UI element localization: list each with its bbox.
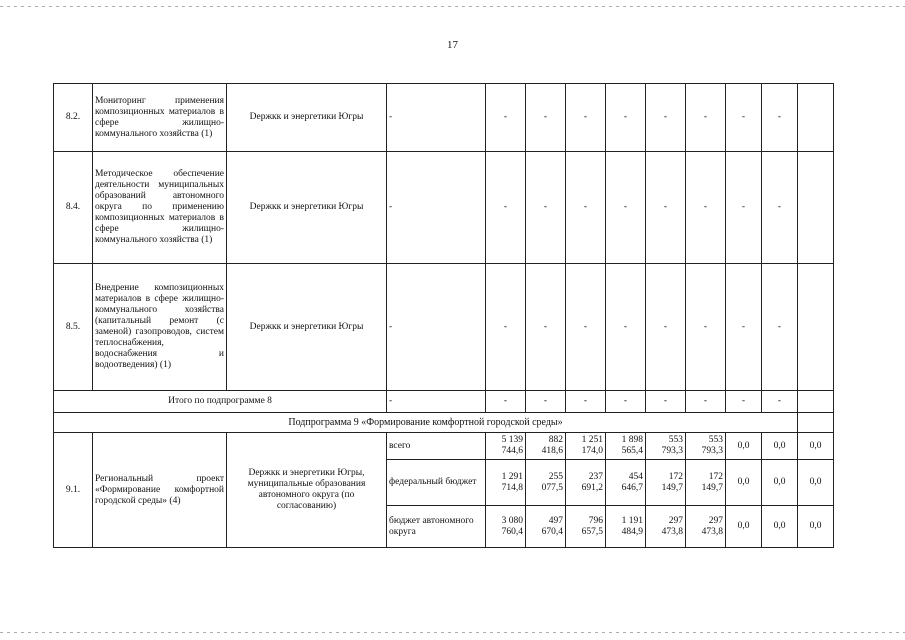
value-cell [798, 152, 834, 264]
row-number: 8.5. [54, 264, 93, 391]
subprogram-header-row [54, 413, 834, 433]
responsible: Depжкк и энергетики Югры [227, 84, 387, 152]
value-cell: - [566, 152, 606, 264]
value-cell: 454 646,7 [606, 460, 646, 506]
funding-source: всего [387, 433, 486, 460]
value-cell: - [486, 391, 526, 413]
value-cell: 5 139 744,6 [486, 433, 526, 460]
table-row [54, 433, 834, 460]
funding-source: - [387, 391, 486, 413]
row-number: 8.2. [54, 84, 93, 152]
value-cell: 0,0 [798, 460, 834, 506]
value-cell: - [646, 84, 686, 152]
value-cell: 882 418,6 [526, 433, 566, 460]
value-cell: - [762, 84, 798, 152]
value-cell: - [526, 391, 566, 413]
value-cell: 297 473,8 [686, 506, 726, 548]
value-cell [798, 391, 834, 413]
measure-name: Мониторинг применения композиционных материалов в сфере жилищно-коммунального хозяйства (1) [93, 84, 227, 152]
value-cell: - [686, 391, 726, 413]
value-cell: - [726, 152, 762, 264]
value-cell: 0,0 [726, 506, 762, 548]
value-cell: - [646, 152, 686, 264]
value-cell: - [686, 152, 726, 264]
total-label: Итого по подпрограмме 8 [54, 391, 387, 413]
budget-table [53, 83, 834, 548]
value-cell: - [762, 152, 798, 264]
table-row [54, 264, 834, 391]
value-cell: - [566, 264, 606, 391]
value-cell: - [726, 264, 762, 391]
value-cell: - [646, 264, 686, 391]
funding-source: - [387, 84, 486, 152]
value-cell: - [486, 152, 526, 264]
table-row [54, 152, 834, 264]
value-cell: - [566, 84, 606, 152]
value-cell [798, 264, 834, 391]
funding-source: - [387, 264, 486, 391]
scan-artifact-top [0, 6, 905, 7]
value-cell: 497 670,4 [526, 506, 566, 548]
value-cell: 553 793,3 [646, 433, 686, 460]
value-cell: 3 080 760,4 [486, 506, 526, 548]
value-cell [798, 84, 834, 152]
value-cell: 0,0 [726, 460, 762, 506]
value-cell: 1 291 714,8 [486, 460, 526, 506]
value-cell: 237 691,2 [566, 460, 606, 506]
total-row [54, 391, 834, 413]
value-cell: - [606, 84, 646, 152]
value-cell: 553 793,3 [686, 433, 726, 460]
value-cell: - [606, 152, 646, 264]
value-cell: - [606, 391, 646, 413]
empty-cell [798, 413, 834, 433]
scan-artifact-bottom [0, 632, 905, 633]
funding-source: бюджет автономного округа [387, 506, 486, 548]
value-cell: 0,0 [762, 506, 798, 548]
value-cell: 796 657,5 [566, 506, 606, 548]
value-cell: - [566, 391, 606, 413]
value-cell: 0,0 [726, 433, 762, 460]
row-number: 9.1. [54, 433, 93, 548]
row-number: 8.4. [54, 152, 93, 264]
value-cell: 1 251 174,0 [566, 433, 606, 460]
page-number: 17 [447, 39, 458, 51]
value-cell: 0,0 [762, 433, 798, 460]
value-cell: - [486, 264, 526, 391]
funding-source: - [387, 152, 486, 264]
value-cell: - [486, 84, 526, 152]
measure-name: Региональный проект «Формирование комфортной городской среды» (4) [93, 433, 227, 548]
value-cell: - [726, 391, 762, 413]
value-cell: 172 149,7 [646, 460, 686, 506]
value-cell: - [762, 391, 798, 413]
responsible: Depжкк и энергетики Югры [227, 152, 387, 264]
value-cell: - [686, 264, 726, 391]
value-cell: - [606, 264, 646, 391]
table-row [54, 84, 834, 152]
responsible: Depжкк и энергетики Югры [227, 264, 387, 391]
value-cell: - [526, 84, 566, 152]
value-cell: 1 898 565,4 [606, 433, 646, 460]
value-cell: - [526, 264, 566, 391]
value-cell: - [686, 84, 726, 152]
value-cell: - [762, 264, 798, 391]
value-cell: 297 473,8 [646, 506, 686, 548]
measure-name: Методическое обеспечение деятельности муниципальных образований автономного округа по применению композиционных материалов в сфере жилищно-коммунального хозяйства (1) [93, 152, 227, 264]
responsible: Depжкк и энергетики Югры, муниципальные образования автономного округа (по согласованию) [227, 433, 387, 548]
value-cell: - [526, 152, 566, 264]
value-cell: 0,0 [762, 460, 798, 506]
value-cell: 0,0 [798, 506, 834, 548]
value-cell: 1 191 484,9 [606, 506, 646, 548]
value-cell: - [646, 391, 686, 413]
subprogram-title: Подпрограмма 9 «Формирование комфортной городской среды» [54, 413, 798, 433]
value-cell: 255 077,5 [526, 460, 566, 506]
measure-name: Внедрение композиционных материалов в сфере жилищно-коммунального хозяйства (капитальный ремонт (с заменой) газопроводов, систем теплоснабжения, водоснабжения и водоотведения) (1) [93, 264, 227, 391]
value-cell: - [726, 84, 762, 152]
value-cell: 0,0 [798, 433, 834, 460]
funding-source: федеральный бюджет [387, 460, 486, 506]
value-cell: 172 149,7 [686, 460, 726, 506]
